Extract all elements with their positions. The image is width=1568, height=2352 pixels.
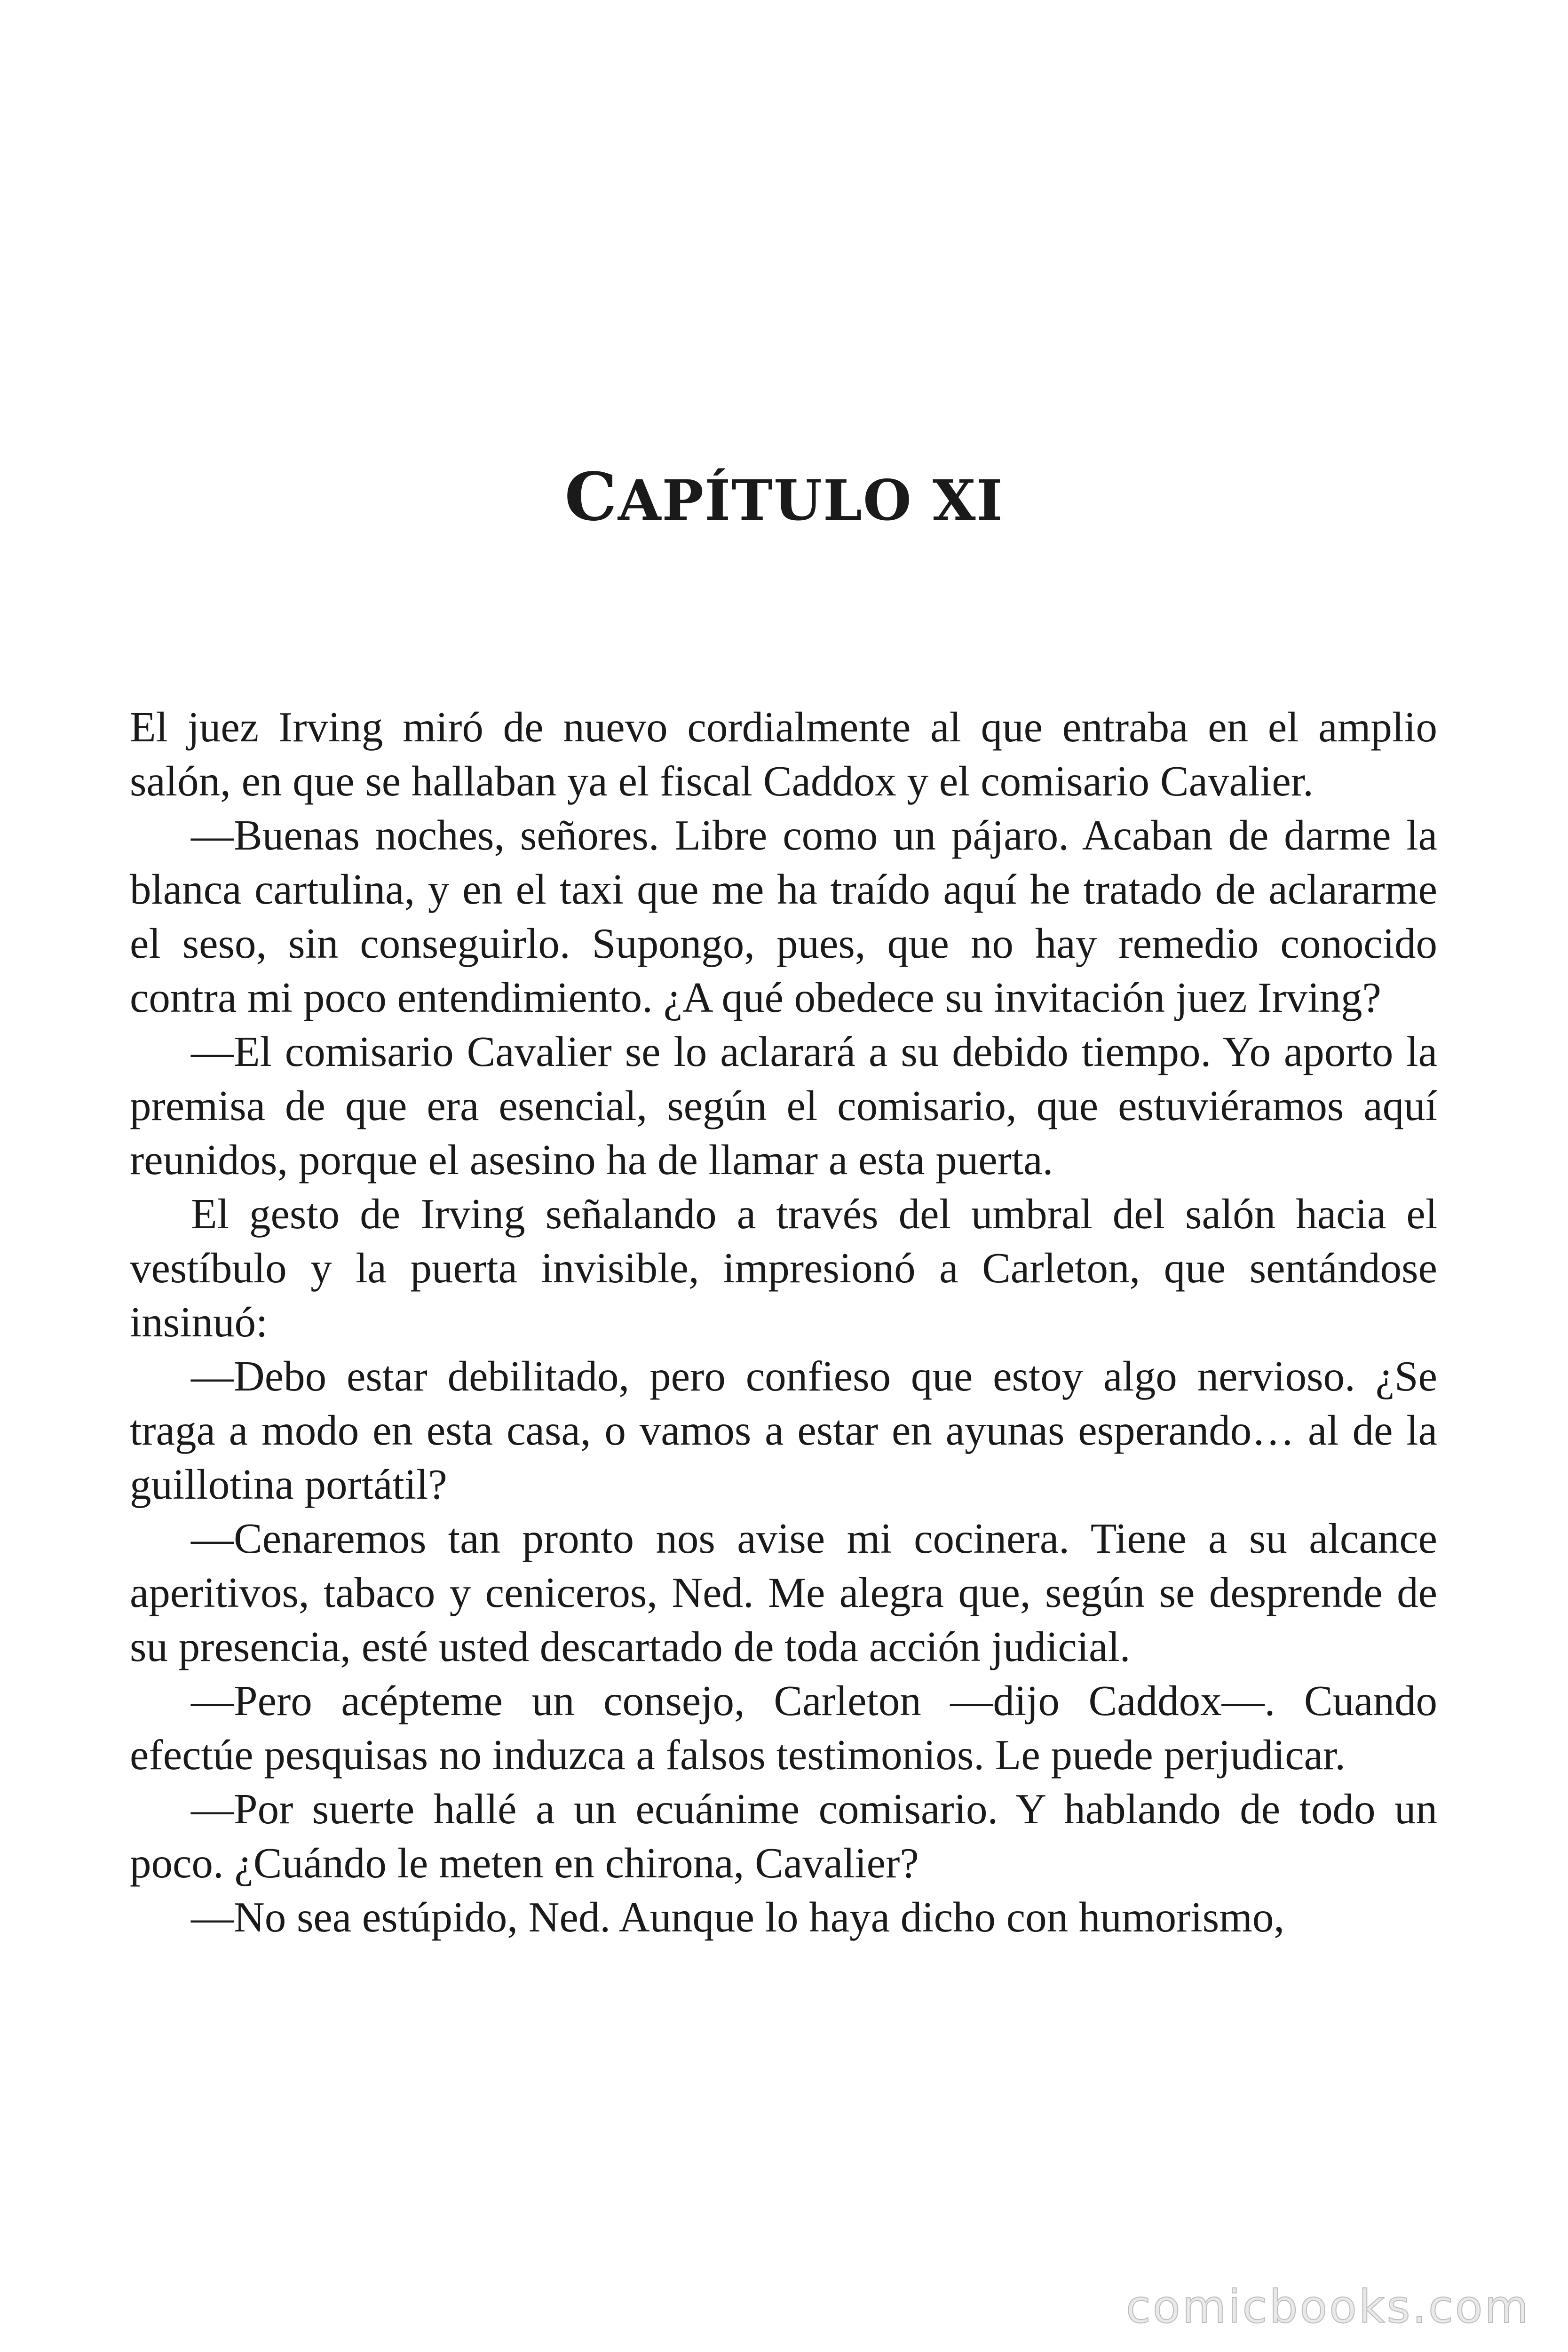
paragraph: —Debo estar debilitado, pero confieso que estoy algo nervioso. ¿Se traga a modo en esta casa, o vamos a estar en ayunas esperando… al de la guillotina portátil? [130,1352,1437,1508]
paragraph: —Por suerte hallé a un ecuánime comisario. Y hablando de todo un poco. ¿Cuándo le meten en chirona, Cavalier? [130,1785,1437,1887]
watermark: comicbooks.com [1125,2280,1530,2333]
paragraph: —No sea estúpido, Ned. Aunque lo haya dicho con humorismo, [191,1893,1285,1941]
paragraph: —Pero acépteme un consejo, Carleton —dijo Caddox—. Cuando efectúe pesquisas no induzca a falsos testimonios. Le puede perjudicar. [130,1677,1437,1779]
paragraph: El gesto de Irving señalando a través del umbral del salón hacia el vestíbulo y la puerta invisible, impresionó a Carleton, que sentándose insinuó: [130,1190,1437,1346]
paragraph: El juez Irving miró de nuevo cordialmente al que entraba en el amplio salón, en que se hallaban ya el fiscal Caddox y el comisario Cavalier. [130,703,1437,805]
chapter-title-initial: C [564,459,618,536]
chapter-title [0,459,1568,536]
paragraph: —Cenaremos tan pronto nos avise mi cocinera. Tiene a su alcance aperitivos, tabaco y ceniceros, Ned. Me alegra que, según se desprende de su presencia, esté usted descartado de toda acción judicial. [130,1515,1437,1670]
paragraph: —El comisario Cavalier se lo aclarará a su debido tiempo. Yo aporto la premisa de que era esencial, según el comisario, que estuviéramos aquí reunidos, porque el asesino ha de llamar a esta puerta. [130,1028,1437,1184]
paragraph: —Buenas noches, señores. Libre como un pájaro. Acaban de darme la blanca cartulina, y en el taxi que me ha traído aquí he tratado de aclararme el seso, sin conseguirlo. Supongo, pues, que no hay remedio conocido contra mi poco entendimiento. ¿A qué obedece su invitación juez Irving? [130,811,1437,1021]
chapter-body [130,700,1437,1944]
chapter-title-rest: APÍTULO XI [618,468,1004,533]
